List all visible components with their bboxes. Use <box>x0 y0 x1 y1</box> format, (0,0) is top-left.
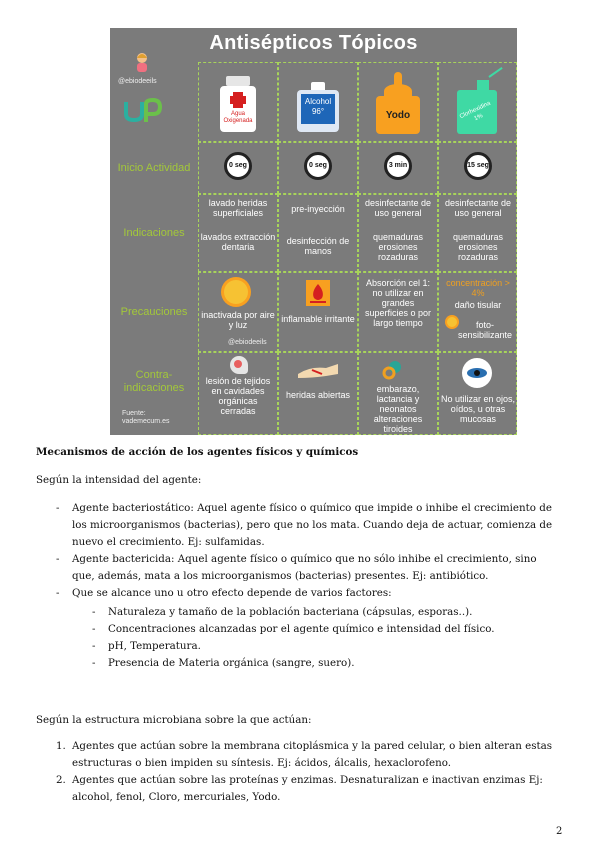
list-number: 2. <box>56 774 66 786</box>
indication-yodo-2: quemaduras erosiones rozaduras <box>372 232 424 262</box>
contra-agua: lesión de tejidos en cavidades orgánicas cerradas <box>205 376 271 416</box>
row-label-precautions: Precauciones <box>120 305 188 318</box>
list-item: - Concentraciones alcanzadas por el agente químico e intensidad del físico. <box>108 621 556 638</box>
onset-clock-agua: 0 seg <box>224 152 252 180</box>
indication-alcohol-2: desinfección de manos <box>286 236 350 256</box>
precaution-clorhexidina-2: foto-sensibilizante <box>457 320 513 340</box>
list-item: - pH, Temperatura. <box>108 638 556 655</box>
row-label-onset: Inicio Actividad <box>117 161 191 174</box>
list-item <box>56 738 556 772</box>
flame-icon <box>306 280 330 306</box>
contra-clorhexidina: No utilizar en ojos, oídos, u otras mucosas <box>440 394 516 424</box>
yodo-label: Yodo <box>385 110 411 121</box>
section2-list <box>56 738 556 806</box>
list-item: - Naturaleza y tamaño de la población bacteriana (cápsulas, esporas..). <box>108 604 556 621</box>
list-item: - Presencia de Materia orgánica (sangre, suero). <box>108 655 556 672</box>
list-item: - Agente bactericida: Aquel agente físico o químico que no sólo inhibe el crecimiento, sino que, además, mata a los microorganismos (bacterias) presentes. Ej: antibiótico. <box>72 551 556 585</box>
row-label-contraindications: Contra-indicaciones <box>123 369 185 394</box>
clorhexidina-bottle-icon <box>455 76 503 134</box>
precaution-alcohol: inflamable irritante <box>281 314 355 324</box>
brand-logo <box>122 98 164 124</box>
eye-icon <box>462 358 492 388</box>
page-number: 2 <box>556 826 563 837</box>
contra-yodo: embarazo, lactancia y neonatos alteraciones tiroides <box>373 384 423 434</box>
list-item: - Que se alcance uno u otro efecto depende de varios factores: <box>72 585 556 602</box>
author-avatar <box>135 52 149 72</box>
onset-clock-alcohol: 0 seg <box>304 152 332 180</box>
indication-agua-1: lavado heridas superficiales <box>208 198 268 218</box>
indication-alcohol-1: pre-inyección <box>291 204 345 214</box>
precaution-agua: inactivada por aire y luz <box>201 310 275 330</box>
author-handle: @ebiodeeils <box>118 78 157 85</box>
list-text: Agentes que actúan sobre las proteínas y enzimas. Desnaturalizan e inactivan enzimas Ej: alcohol, fenol, Cloro, mercuriales, Yodo. <box>72 774 543 803</box>
indication-clorhexidina-1: desinfectante de uso general <box>444 198 512 218</box>
contra-alcohol: heridas abiertas <box>285 390 351 400</box>
infographic-watermark: @ebiodeeils <box>228 339 267 346</box>
list-text: Agentes que actúan sobre la membrana citoplásmica y la pared celular, o bien alteran estas estructuras o bien impiden su síntesis. Ej: ácidos, álcalis, hexaclorofeno. <box>72 740 553 769</box>
list-item: - Agente bacteriostático: Aquel agente físico o químico que impide o inhibe el crecimiento de los microorganismos (bacterias), pero que no los mata. Cuando deja de actuar, comienza de nuevo el crecimiento. Ej: sulfamidas. <box>72 500 556 551</box>
factors-list <box>108 604 556 672</box>
precaution-clorhexidina-1: daño tisular <box>454 300 502 310</box>
yodo-bottle-icon <box>376 72 420 134</box>
bandage-arm-icon <box>296 362 340 380</box>
section1-list <box>72 500 556 602</box>
onset-clock-yodo: 3 min <box>384 152 412 180</box>
indication-yodo-1: desinfectante de uso general <box>364 198 432 218</box>
list-item <box>56 772 556 806</box>
alcohol-label: Alcohol 96° <box>301 94 335 124</box>
precaution-clorhexidina-warning: concentración > 4% <box>446 278 510 298</box>
sun-icon <box>224 280 248 304</box>
list-number: 1. <box>56 740 66 752</box>
pacifier-icon <box>382 358 404 380</box>
clorhexidina-label: Clorhexidina 1% <box>458 100 492 123</box>
precaution-yodo: Absorción cel 1: no utilizar en grandes superficies o por largo tiempo <box>364 278 432 328</box>
infographic-source: Fuente: vademecum.es <box>122 410 170 425</box>
alcohol-bottle-icon <box>297 82 339 132</box>
antiseptics-infographic <box>110 28 517 435</box>
section1-intro: Según la intensidad del agente: <box>36 474 202 486</box>
infographic-title: Antisépticos Tópicos <box>209 32 418 54</box>
section-heading: Mecanismos de acción de los agentes físicos y químicos <box>36 446 359 458</box>
onset-clock-clorhexidina: 15 seg <box>464 152 492 180</box>
agua-oxigenada-label: Agua Oxigenada <box>223 111 253 124</box>
head-profile-icon <box>230 356 248 374</box>
agua-oxigenada-bottle-icon <box>220 76 256 132</box>
indication-clorhexidina-2: quemaduras erosiones rozaduras <box>452 232 504 262</box>
row-label-indications: Indicaciones <box>123 226 185 239</box>
indication-agua-2: lavados extracción dentaria <box>200 232 276 252</box>
section2-intro: Según la estructura microbiana sobre la que actúan: <box>36 714 312 726</box>
